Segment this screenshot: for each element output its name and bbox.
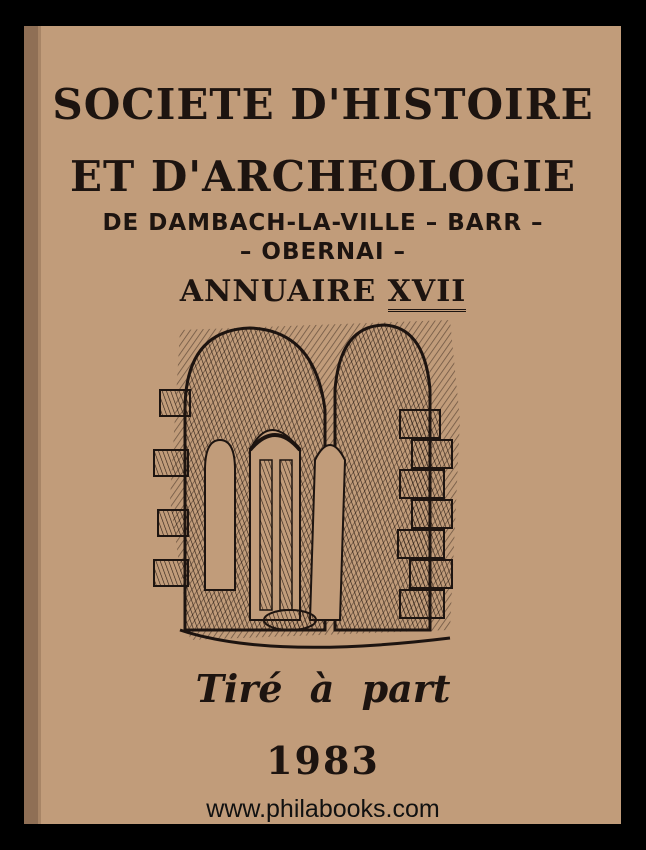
title-line-1: SOCIETE D'HISTOIRE (52, 80, 594, 129)
subtitle-line-1: DE DAMBACH-LA-VILLE – BARR – (102, 210, 544, 236)
year: 1983 (266, 738, 380, 783)
annuaire-number: XVII (388, 274, 467, 312)
annuaire-label: ANNUAIRE (179, 274, 377, 309)
watermark-url: www.philabooks.com (206, 795, 440, 823)
title-line-2: ET D'ARCHEOLOGIE (69, 152, 576, 201)
subtitle-line-2: – OBERNAI – (239, 239, 407, 265)
arch-illustration (150, 300, 470, 665)
tire-a-part: Tiré à part (195, 666, 451, 711)
